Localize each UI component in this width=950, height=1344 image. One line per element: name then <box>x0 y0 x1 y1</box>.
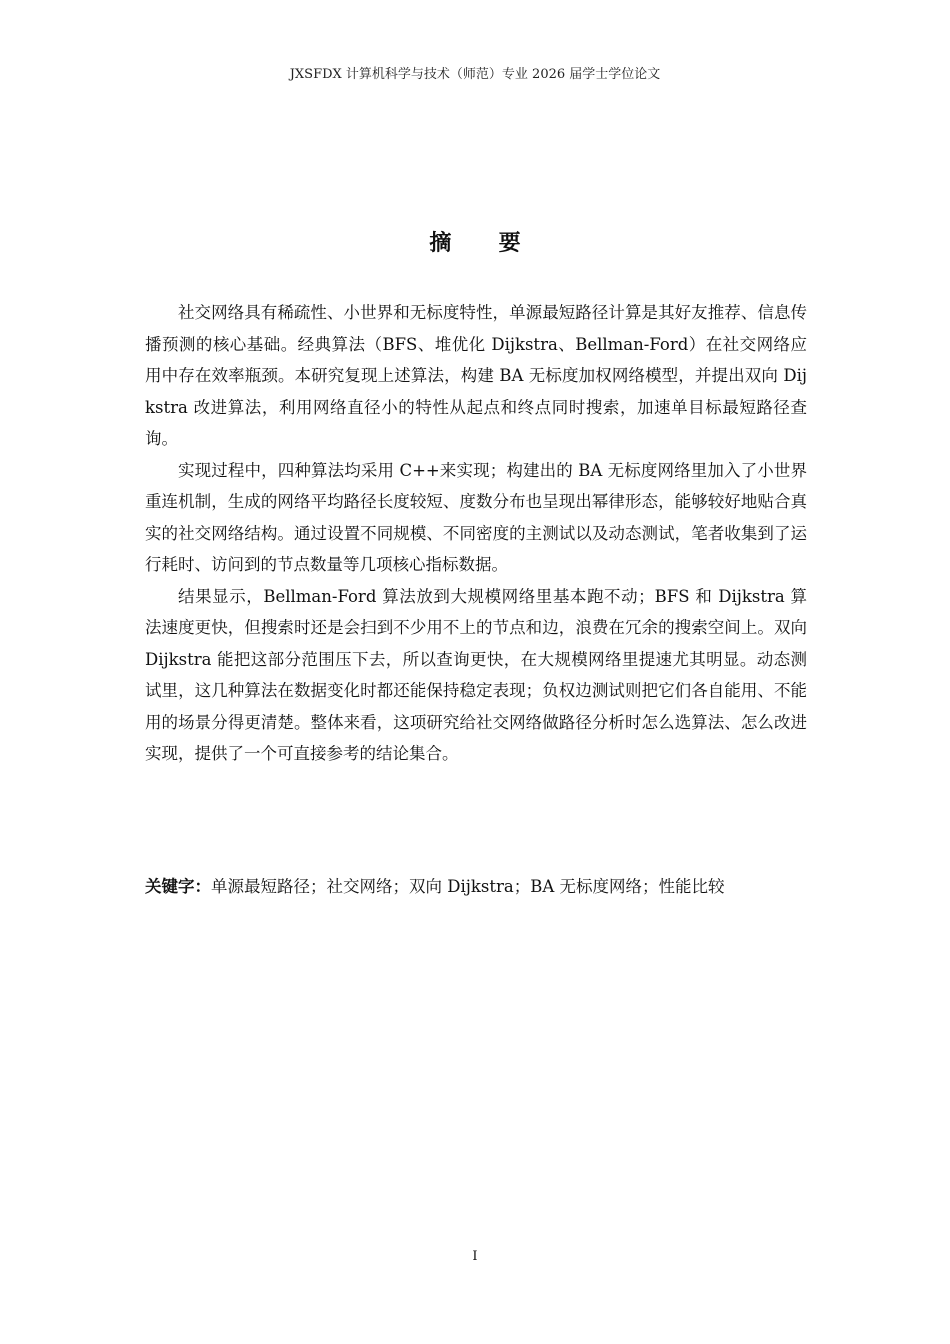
abstract-paragraph-2: 实现过程中，四种算法均采用 C++来实现；构建出的 BA 无标度网络里加入了小世界重连机制，生成的网络平均路径长度较短、度数分布也呈现出幂律形态，能够较好地贴合真实的社交网络结构。通过设置不同规模、不同密度的主测试以及动态测试，笔者收集到了运行耗时、访问到的节点数量等几项核心指标数据。 <box>145 460 807 574</box>
abstract-body <box>145 297 807 770</box>
keywords-list: 单源最短路径；社交网络；双向 Dijkstra；BA 无标度网络；性能比较 <box>211 877 725 896</box>
page-number: I <box>472 1249 478 1264</box>
abstract-paragraph-3: 结果显示，Bellman-Ford 算法放到大规模网络里基本跑不动；BFS 和 Dijkstra 算法速度更快，但搜索时还是会扫到不少用不上的节点和边，浪费在冗余的搜索空间上。双向 Dijkstra 能把这部分范围压下去，所以查询更快，在大规模网络里提速尤其明显。动态测试里，这几种算法在数据变化时都还能保持稳定表现；负权边测试则把它们各自能用、不能用的场景分得更清楚。整体来看，这项研究给社交网络做路径分析时怎么选算法、怎么改进实现，提供了一个可直接参考的结论集合。 <box>145 586 807 763</box>
running-header: JXSFDX 计算机科学与技术（师范）专业 2026 届学士学位论文 <box>289 67 661 82</box>
keywords-line <box>145 873 835 901</box>
abstract-title: 摘 要 <box>429 231 541 256</box>
abstract-paragraph-1: 社交网络具有稀疏性、小世界和无标度特性，单源最短路径计算是其好友推荐、信息传播预测的核心基础。经典算法（BFS、堆优化 Dijkstra、Bellman-Ford）在社交网络应用中存在效率瓶颈。本研究复现上述算法，构建 BA 无标度加权网络模型，并提出双向 Dijkstra 改进算法，利用网络直径小的特性从起点和终点同时搜索，加速单目标最短路径查询。 <box>145 303 807 448</box>
keywords-label: 关键字： <box>145 877 211 896</box>
